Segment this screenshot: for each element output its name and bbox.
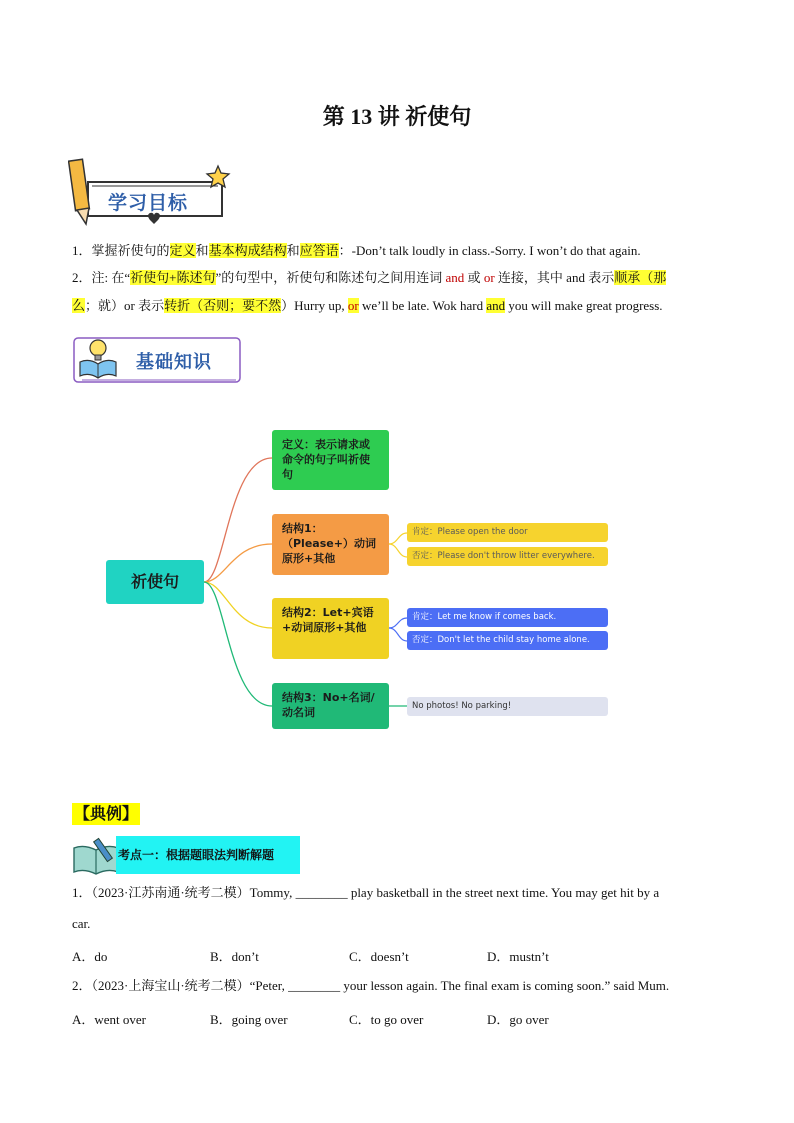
page-title: 第 13 讲 祈使句 bbox=[322, 104, 472, 129]
q2-option-c: C．to go over bbox=[349, 1012, 424, 1027]
notebook-pen-icon bbox=[72, 836, 122, 876]
objective-line-1: 1．掌握祈使句的定义和基本构成结构和应答语：-Don’t talk loudly in class.-Sorry. I won’t do that again. bbox=[72, 243, 641, 258]
q1-option-c: C．doesn’t bbox=[349, 949, 409, 964]
section-badge-learning-goals bbox=[68, 158, 238, 228]
q2-option-b: B．going over bbox=[210, 1012, 288, 1027]
examples-heading: 【典例】 bbox=[74, 804, 139, 823]
q1-option-a: A．do bbox=[72, 949, 108, 964]
section-badge-basic-knowledge bbox=[72, 334, 244, 386]
mindmap-s3-example: No photos! No parking! bbox=[407, 697, 608, 716]
q1-option-b: B．don’t bbox=[210, 949, 259, 964]
mindmap-structure-2: 结构2：Let+宾语+动词原形+其他 bbox=[272, 598, 389, 659]
question-1-continuation: car. bbox=[72, 916, 91, 931]
mindmap-s1-positive: 肯定：Please open the door bbox=[407, 523, 608, 542]
objective-line-3: 么；就）or 表示转折（否则；要不然）Hurry up, or we’ll be late. Wok hard and you will make great progress. bbox=[72, 298, 663, 313]
mindmap-s2-negative: 否定：Don't let the child stay home alone. bbox=[407, 631, 608, 650]
mindmap-structure-3: 结构3：No+名词/动名词 bbox=[272, 683, 389, 729]
objective-line-2: 2．注: 在“祈使句+陈述句”的句型中，祈使句和陈述句之间用连词 and 或 or 连接，其中 and 表示顺承（那 bbox=[72, 270, 667, 285]
mindmap-s1-negative: 否定：Please don't throw litter everywhere. bbox=[407, 547, 608, 566]
mindmap-definition: 定义：表示请求或命令的句子叫祈使句 bbox=[272, 430, 389, 490]
question-2: 2．（2023·上海宝山·统考二模）“Peter, ________ your lesson again. The final exam is coming soon.” said Mum. bbox=[72, 978, 670, 993]
section-badge-label: 基础知识 bbox=[136, 352, 212, 373]
question-1: 1．（2023·江苏南通·统考二模）Tommy, ________ play basketball in the street next time. You may get hit by a bbox=[72, 885, 660, 900]
kaodian-label: 考点一：根据题眼法判断解题 bbox=[116, 836, 300, 874]
q1-option-d: D．mustn’t bbox=[487, 949, 549, 964]
mindmap-root: 祈使句 bbox=[106, 560, 204, 604]
q2-option-d: D．go over bbox=[487, 1012, 549, 1027]
q2-option-a: A．went over bbox=[72, 1012, 147, 1027]
mindmap-s2-positive: 肯定：Let me know if comes back. bbox=[407, 608, 608, 627]
kaodian-bar bbox=[72, 836, 302, 876]
mindmap-structure-1: 结构1：（Please+）动词原形+其他 bbox=[272, 514, 389, 575]
section-badge-label: 学习目标 bbox=[108, 192, 189, 214]
